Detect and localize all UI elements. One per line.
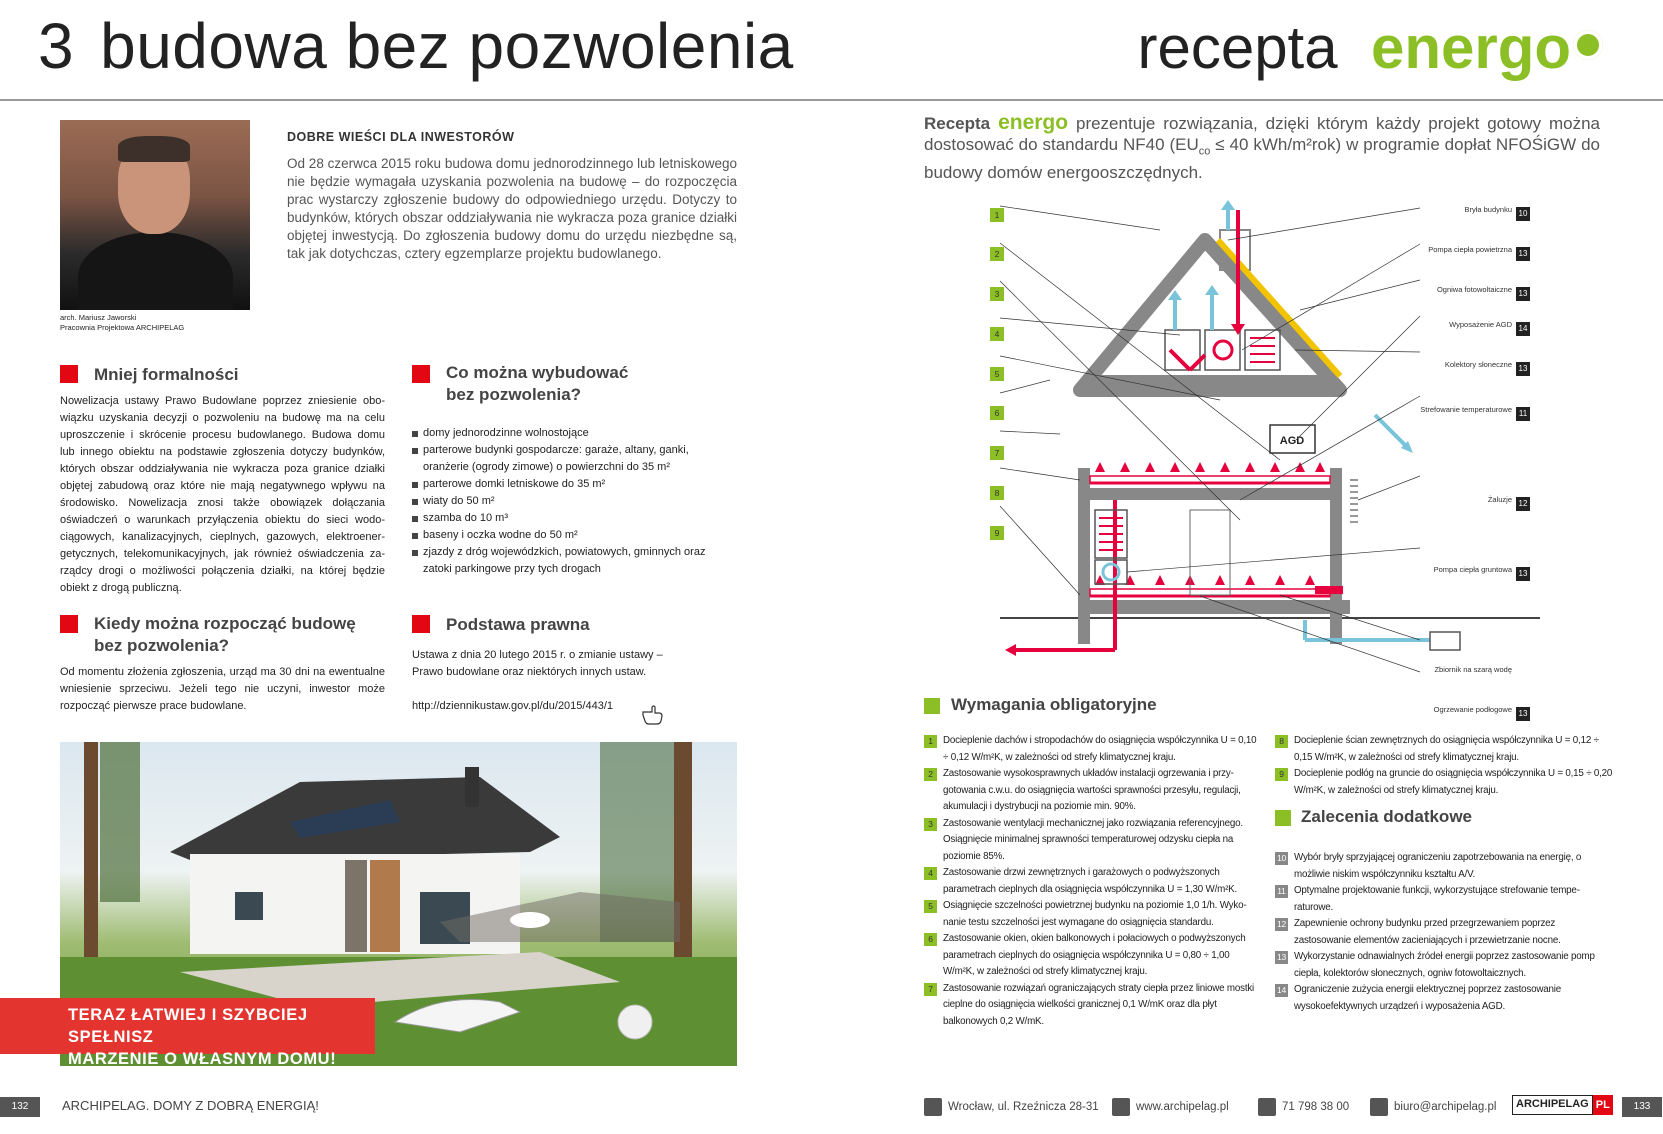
phone-icon <box>1258 1098 1276 1116</box>
diagram-label-number: 12 <box>1516 497 1530 511</box>
requirement-text: Optymalne projektowanie funkcji, wykorzystujące strefowanie temperaturowe. <box>1294 885 1580 913</box>
requirement-item <box>1275 949 1613 982</box>
page-number-left: 132 <box>0 1097 40 1117</box>
page-number-right: 133 <box>1622 1097 1662 1117</box>
requirement-text: Docieplenie ścian zewnętrznych do osiągnięcia współczynnika U = 0,12 ÷ 0,15 W/m²K, w zależności od strefy klimatycznej kraju. <box>1294 735 1599 763</box>
logo-main: ARCHIPELAG <box>1512 1095 1593 1115</box>
intro-body: Od 28 czerwca 2015 roku budowa domu jednorodzinnego lub letniskowego nie będzie wymagała uzyskania pozwolenia na budowę – do rozpoczęcia prac wystarczy zgłoszenie budowy do odpowiedniego urzędu. Dotyczy to budynków, których obszar oddziaływania nie wykracza poza granice działki objętej inwestycją. Do zgłoszenia budowy domu do urzędu niezbędne są, tak jak dotychczas, cztery egzemplarze projektu budowlanego. <box>287 156 737 261</box>
requirement-number: 7 <box>924 983 937 996</box>
footer-address-text: Wrocław, ul. Rzeźnicza 28-31 <box>948 1101 1099 1113</box>
requirement-text: Zastosowanie wysokosprawnych układów instalacji ogrzewania i przygotowania c.w.u. do osiągnięcia wartości sprawności przesyłu, regulacji, akumulacji i dystrybucji na poziomie min. 90%. <box>943 768 1241 812</box>
requirement-number: 3 <box>924 818 937 831</box>
wymagania-marker <box>924 698 940 714</box>
buildable-item: parterowe domki letniskowe do 35 m² <box>412 476 707 493</box>
requirement-text: Wybór bryły sprzyjającej ograniczeniu zapotrzebowania na energię, o możliwie niskim współczynniku kształtu A/V. <box>1294 852 1582 880</box>
diagram-label: Strefowanie temperaturowe <box>1420 405 1512 414</box>
diagram-number-4: 4 <box>990 327 1004 341</box>
banner-line1: TERAZ ŁATWIEJ I SZYBCIEJ SPEŁNISZ <box>68 1006 308 1046</box>
wymagania-list-left <box>924 733 1259 1030</box>
chapter-title: budowa bez pozwolenia <box>100 10 794 82</box>
requirement-item <box>924 931 1259 981</box>
lead-paragraph <box>924 112 1600 183</box>
requirement-text: Ograniczenie zużycia energii elektrycznej poprzez zastosowanie wysokoefektywnych urządzeń i wyposażenia AGD. <box>1294 984 1561 1012</box>
diagram-label: Ogniwa fotowoltaiczne <box>1436 285 1512 294</box>
lead-text-a: prezentuje rozwiązania, dzięki którym każdy projekt gotowy można dostosować do standardu NF40 (EU <box>924 114 1600 154</box>
section-marker <box>60 615 78 633</box>
section-title-kiedy-line2: bez pozwolenia? <box>94 636 230 655</box>
sun-gear-icon <box>1573 30 1603 60</box>
recepta-energo-logo <box>1137 14 1603 81</box>
buildable-item: zjazdy z dróg wojewódzkich, powiatowych, gminnych oraz zatoki parkingowe przy tych drogach <box>412 544 707 578</box>
monitor-icon <box>1112 1098 1130 1116</box>
requirement-text: Zastosowanie okien, okien balkonowych i połaciowych o podwyższonych parametrach cieplnych do osiągnięcia współczynnika U = 0,80 ÷ 1,00 W/m²K, w zależności od strefy klimatycznej kraju. <box>943 933 1246 977</box>
diagram-label: Żaluzje <box>1487 495 1512 504</box>
diagram-label: Zbiornik na szarą wodę <box>1434 665 1512 674</box>
header-divider <box>0 99 1663 101</box>
diagram-number-5: 5 <box>990 367 1004 381</box>
caption-company: Pracownia Projektowa ARCHIPELAG <box>60 323 185 332</box>
diagram-label: Ogrzewanie podłogowe <box>1433 705 1512 714</box>
section-title-co-line1: Co można wybudować <box>446 363 629 382</box>
section-marker <box>60 365 78 383</box>
diagram-number-2: 2 <box>990 247 1004 261</box>
section-title-co <box>446 362 628 406</box>
section-body-podstawa: Ustawa z dnia 20 lutego 2015 r. o zmianie ustawy – Prawo budowlane oraz niektórych innych ustaw. <box>412 649 663 678</box>
diagram-label: Kolektory słoneczne <box>1444 360 1512 369</box>
diagram-label-number: 13 <box>1516 567 1530 581</box>
diagram-number-6: 6 <box>990 406 1004 420</box>
zalecenia-marker <box>1275 810 1291 826</box>
diagram-label: Bryła budynku <box>1464 205 1512 214</box>
buildable-list <box>412 425 707 578</box>
requirement-number: 12 <box>1276 919 1287 929</box>
requirement-item <box>924 865 1259 898</box>
requirement-number: 10 <box>1276 853 1287 863</box>
requirement-item <box>924 816 1259 866</box>
requirement-number: 8 <box>1275 735 1288 748</box>
footer-tagline: ARCHIPELAG. DOMY Z DOBRĄ ENERGIĄ! <box>62 1098 319 1113</box>
portrait-caption <box>60 313 184 333</box>
wymagania-title: Wymagania obligatoryjne <box>951 695 1157 714</box>
heat-arrows <box>1095 462 1325 585</box>
section-title-co-line2: bez pozwolenia? <box>446 385 582 404</box>
section-marker <box>412 365 430 383</box>
buildable-item: baseny i oczka wodne do 50 m² <box>412 527 707 544</box>
logo-recepta: recepta <box>1137 14 1338 81</box>
diagram-label-number: 10 <box>1516 207 1530 221</box>
diagram-number-3: 3 <box>990 287 1004 301</box>
requirement-number: 4 <box>924 867 937 880</box>
requirement-number: 13 <box>1276 952 1287 962</box>
envelope-icon <box>1370 1098 1388 1116</box>
diagram-number-9: 9 <box>990 526 1004 540</box>
section-body-mniej: Nowelizacja ustawy Prawo Budowlane poprzez zniesienie obowiązku uzyskania decyzji o pozwoleniu na budowę ma na celu uproszczenie i skrócenie procesu budowlanego. Budowa domu lub innego obiektu na podstawie zgłoszenia dotyczy budynków, których obszar oddziaływania nie wykracza poza granice działki objętej zabudową oraz które nie mają negatywnego wpływu na środowisko. Nowelizacja znosi także obowiązek dołączania oświadczeń o warunkach przyłączenia obiektu do sieci wodociągowych, kanalizacyjnych, cieplnych, gazowych, elektroenergetycznych, telekomunikacyjnych, jak również oświadczenia zarządcy drogi o możliwości połączenia działki, na której będzie obiekt z drogą publiczną. <box>60 395 385 594</box>
requirement-item <box>1275 733 1613 766</box>
diagram-label-number: 14 <box>1516 322 1530 336</box>
diagram-label: Pompa ciepła powietrzna <box>1428 245 1512 254</box>
requirement-item <box>924 733 1259 766</box>
lead-energo: energo <box>998 111 1069 134</box>
diagram-number-1: 1 <box>990 208 1004 222</box>
requirement-text: Zastosowanie drzwi zewnętrznych i garażowych o podwyższonych parametrach cieplnych dla osiągnięcia współczynnika U = 1,30 W/m²K. <box>943 867 1237 895</box>
footer-website[interactable] <box>1112 1098 1229 1116</box>
footer-email-text[interactable]: biuro@archipelag.pl <box>1394 1101 1497 1113</box>
requirement-item <box>924 766 1259 816</box>
diagram-label: Pompa ciepła gruntowa <box>1433 565 1512 574</box>
house-energy-diagram <box>980 200 1540 730</box>
banner-line2: MARZENIE O WŁASNYM DOMU! <box>68 1050 337 1068</box>
requirement-number: 14 <box>1276 985 1287 995</box>
requirement-number: 11 <box>1275 885 1288 898</box>
diagram-label-number: 13 <box>1516 362 1530 376</box>
diagram-label-number: 13 <box>1516 707 1530 721</box>
requirement-number: 1 <box>924 735 937 748</box>
requirement-item <box>924 898 1259 931</box>
footer-address <box>924 1098 1099 1116</box>
agd-label: AGD <box>1279 435 1305 447</box>
requirement-item <box>924 981 1259 1031</box>
architect-portrait <box>60 120 250 310</box>
requirement-text: Docieplenie dachów i stropodachów do osiągnięcia współczynnika U = 0,10 ÷ 0,12 W/m²K, w zależności od strefy klimatycznej kraju. <box>943 735 1257 763</box>
requirement-number: 5 <box>924 900 937 913</box>
section-title-podstawa: Podstawa prawna <box>446 615 590 634</box>
requirement-text: Zapewnienie ochrony budynku przed przegrzewaniem poprzez zastosowanie elementów zacieniających i przewietrzanie nocne. <box>1294 918 1561 946</box>
zalecenia-list <box>1275 850 1613 1015</box>
diagram-number-7: 7 <box>990 446 1004 460</box>
legal-link[interactable]: http://dziennikustaw.gov.pl/du/2015/443/1 <box>412 700 613 712</box>
requirement-number: 6 <box>924 933 937 946</box>
lead-sub: co <box>1198 145 1211 158</box>
promo-banner <box>0 998 375 1068</box>
section-title-kiedy <box>94 613 356 657</box>
section-body-kiedy: Od momentu złożenia zgłoszenia, urząd ma 30 dni na ewentualne wniesienie sprzeciwu. Jeżeli tego nie uczyni, inwestor może rozpocząć pierwsze prace budowlane. <box>60 666 385 712</box>
section-marker <box>412 615 430 633</box>
logo-energo: energo <box>1370 14 1571 81</box>
requirement-number: 9 <box>1275 768 1288 781</box>
buildable-item: parterowe budynki gospodarcze: garaże, altany, ganki, oranżerie (ogrody zimowe) o powierzchni do 35 m² <box>412 442 707 476</box>
diagram-label-number: 13 <box>1516 247 1530 261</box>
chapter-heading <box>38 10 794 82</box>
footer-phone <box>1258 1098 1349 1116</box>
requirement-text: Zastosowanie rozwiązań ograniczających straty ciepła przez liniowe mostki cieplne do osiągnięcia wielkości granicznej 0,1 W/mK oraz dla płyt balkonowych 0,2 W/mK. <box>943 982 1255 1027</box>
diagram-label: Wyposażenie AGD <box>1449 320 1512 329</box>
chapter-number: 3 <box>38 10 75 82</box>
diagram-number-8: 8 <box>990 486 1004 500</box>
buildable-item: wiaty do 50 m² <box>412 493 707 510</box>
pointer-hand-icon <box>640 703 660 723</box>
archipelag-logo <box>1512 1095 1613 1115</box>
intro-title: DOBRE WIEŚCI DLA INWESTORÓW <box>287 130 515 144</box>
footer-phone-text: 71 798 38 00 <box>1282 1101 1350 1113</box>
diagram-label-number: 13 <box>1516 287 1530 301</box>
footer-website-text[interactable]: www.archipelag.pl <box>1136 1101 1229 1113</box>
lead-text-b: ≤ 40 kWh/m²rok) w programie dopłat NFOŚiGW do budowy domów energooszczędnych. <box>924 135 1600 183</box>
handshake-icon <box>924 1098 942 1116</box>
buildable-item: szamba do 10 m³ <box>412 510 707 527</box>
lead-recepta: Recepta <box>924 114 991 133</box>
buildable-item: domy jednorodzinne wolnostojące <box>412 425 707 442</box>
section-title-mniej: Mniej formalności <box>94 365 239 384</box>
requirement-text: Zastosowanie wentylacji mechanicznej jako rozwiązania referencyjnego. Osiągnięcie minimalnej sprawności temperaturowej odzysku ciepła na poziomie 85%. <box>943 817 1243 862</box>
portrait-shirt <box>78 232 233 310</box>
portrait-hair <box>118 136 190 162</box>
zalecenia-title: Zalecenia dodatkowe <box>1301 807 1472 826</box>
caption-name: arch. Mariusz Jaworski <box>60 313 137 322</box>
requirement-text: Wykorzystanie odnawialnych źródeł energii poprzez zastosowanie pomp ciepła, kolektorów słonecznych, ogniw fotowoltaicznych. <box>1294 951 1595 979</box>
requirement-item <box>1275 883 1613 916</box>
requirement-item <box>1275 766 1613 799</box>
requirement-number: 2 <box>924 768 937 781</box>
requirement-text: Docieplenie podłóg na gruncie do osiągnięcia współczynnika U = 0,15 ÷ 0,20 W/m²K, w zależności od strefy klimatycznej kraju. <box>1294 768 1613 796</box>
diagram-svg <box>980 200 1540 730</box>
logo-suffix: PL <box>1593 1095 1613 1115</box>
wymagania-list-right <box>1275 733 1613 799</box>
section-title-kiedy-line1: Kiedy można rozpocząć budowę <box>94 614 356 633</box>
footer-email[interactable] <box>1370 1098 1496 1116</box>
requirement-item <box>1275 850 1613 883</box>
requirement-text: Osiągnięcie szczelności powietrznej budynku na poziomie 1,0 1/h. Wykonanie testu szczelności jest wymagane do osiągnięcia standardu. <box>943 900 1247 928</box>
diagram-label-number: 11 <box>1516 407 1530 421</box>
requirement-item <box>1275 916 1613 949</box>
requirement-item <box>1275 982 1613 1015</box>
